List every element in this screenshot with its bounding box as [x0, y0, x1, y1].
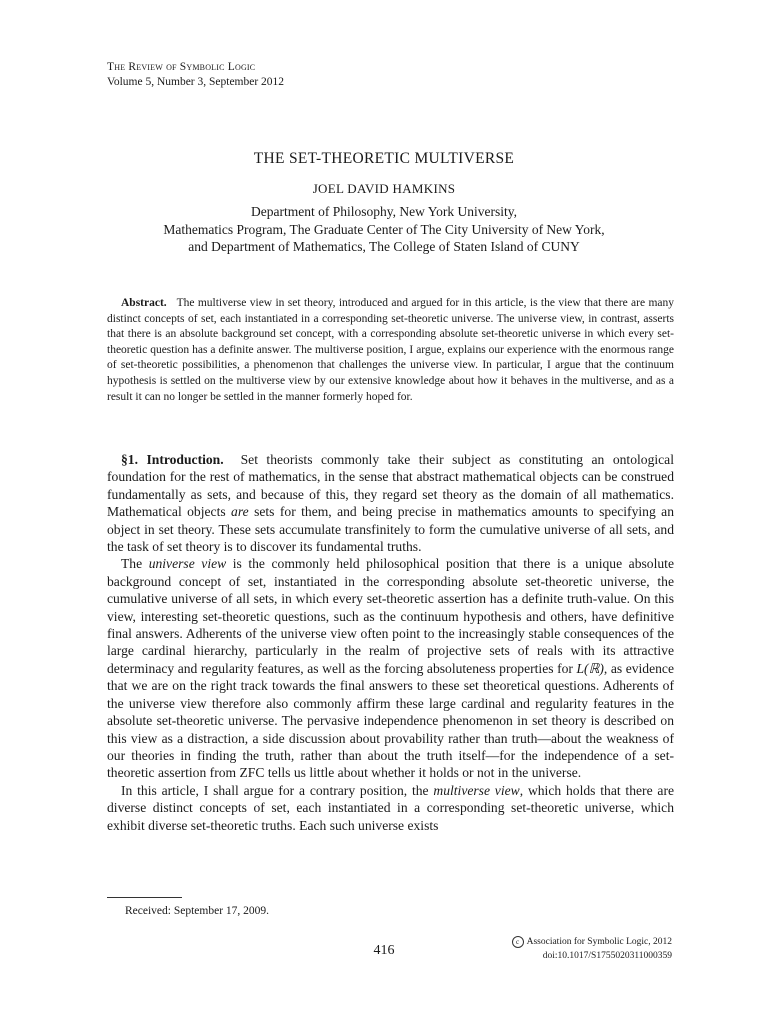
abstract-text: The multiverse view in set theory, introduced and argued for in this article, is the view that there are many distinct concepts of set, each instantiated in a corresponding set-theoretic universe. The universe view, in contrast, asserts that there is an absolute background set concept, with a corresponding absolute set-theoretic universe in which every set-theoretic question has a definite answer. The multiverse position, I argue, explains our experience with the enormous range of set-theoretic possibilities, a phenomenon that challenges the universe view. In particular, I argue that the continuum hypothesis is settled on the multiverse view by our extensive knowledge about how it behaves in the multiverse, and as a result it can no longer be settled in the manner formerly hoped for.: [107, 297, 675, 403]
copyright-block: [512, 935, 672, 963]
journal-issue: Volume 5, Number 3, September 2012: [107, 76, 285, 88]
text-run: Set theorists commonly take their subject as constituting an ontological foundation for the rest of mathematics, in the sense that abstract mathematical objects can be construed fundamentally as sets, and because of this, they regard set theory as the domain of all mathematics. Mathematical objects: [107, 452, 674, 520]
text-run: , which holds that there are diverse distinct concepts of set, each instantiated in a corresponding set-theoretic universe, which exhibit diverse set-theoretic truths. Each such universe exists: [107, 782, 675, 833]
text-run: In this article, I shall argue for a contrary position, the: [121, 782, 434, 798]
paragraph-multiverse-view: [107, 782, 674, 834]
abstract: [107, 296, 674, 405]
article-title: THE SET-THEORETIC MULTIVERSE: [253, 150, 515, 167]
journal-header: [107, 60, 284, 90]
author-affiliation: [0, 203, 768, 256]
footnote-rule: [107, 897, 182, 898]
page-number: 416: [373, 943, 395, 958]
paragraph-universe-view: [107, 555, 674, 781]
emphasis: universe view: [148, 556, 227, 572]
emphasis: multiverse view: [433, 782, 520, 798]
copyright-icon: c: [512, 936, 524, 948]
text-run: , as evidence that we are on the right track towards the final answers to these set theoretical questions. Adherents of the universe view therefore also commonly affirm these large cardinal and regularity features in the absolute set-theoretic universe. The pervasive independence phenomenon in set theory is described on this view as a distraction, a side discussion about provability rather than truth—about the weakness of our theories in finding the truth, rather than about the truth itself—for the independence of a set-theoretic assertion from ZFC tells us little about whether it holds or not in the universe.: [107, 660, 674, 781]
affiliation-line: Mathematics Program, The Graduate Center of The City University of New York,: [163, 221, 605, 237]
journal-name: The Review of Symbolic Logic: [107, 61, 256, 73]
article-author: JOEL DAVID HAMKINS: [312, 181, 456, 196]
math-expression: L(ℝ): [576, 660, 604, 676]
text-run: sets for them, and being precise in mathematics amounts to specifying an object in set theory. These sets accumulate transfinitely to form the cumulative universe of all sets, and the task of set theory is to discover its fundamental truths.: [107, 504, 674, 555]
affiliation-line: and Department of Mathematics, The College of Staten Island of CUNY: [188, 239, 580, 254]
doi-line: doi:10.1017/S1755020311000359: [542, 951, 672, 961]
text-run: is the commonly held philosophical position that there is a unique absolute background concept of set, instantiated in the corresponding absolute set-theoretic universe, the cumulative universe of all sets, in which every set-theoretic assertion has a definite truth-value. On this view, interesting set-theoretic questions, such as the continuum hypothesis and others, have definitive final answers. Adherents of the universe view often point to the increasingly stable consequences of the large cardinal hierarchy, particularly in the realm of projective sets of reals with its attractive determinacy and regularity features, as well as the forcing absoluteness properties for: [107, 556, 674, 676]
affiliation-line: Department of Philosophy, New York University,: [251, 204, 517, 219]
text-run: The: [121, 556, 149, 572]
copyright-line: Association for Symbolic Logic, 2012: [526, 937, 672, 947]
footnote-received: Received: September 17, 2009.: [125, 905, 270, 917]
paragraph-introduction: [107, 451, 674, 555]
article-body: [107, 451, 674, 834]
emphasis: are: [231, 504, 249, 520]
section-heading: §1. Introduction.: [121, 452, 224, 467]
abstract-label: Abstract.: [121, 297, 167, 309]
